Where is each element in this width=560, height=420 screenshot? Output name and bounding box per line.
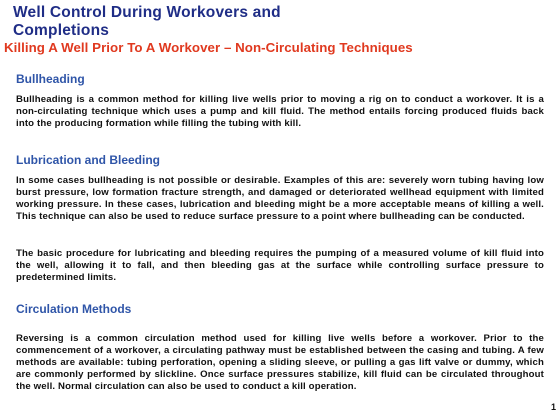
section-heading-bullheading: Bullheading [16, 72, 85, 86]
paragraph-lubrication-1: In some cases bullheading is not possible or desirable. Examples of this are: severely worn tubing having low burst pressure, low formation fracture strength, and damaged or deteriorated wellhead equipment with limited working pressure. In these cases, lubrication and bleeding might be a more acceptable means of killing a well. This technique can also be used to reduce surface pressure to a point where bullheading can be conducted. [16, 175, 544, 222]
section-heading-circulation: Circulation Methods [16, 302, 132, 316]
paragraph-circulation: Reversing is a common circulation method used for killing live wells before a workover. Prior to the commencement of a workover, a circulating pathway must be established between the casing and tubing. A few methods are available: tubing perforation, opening a sliding sleeve, or pulling a gas lift valve or dummy, which are commonly performed by slickline. Once surface pressures stabilize, kill fluid can be circulated throughout the well. Normal circulation can also be used to conduct a kill operation. [16, 333, 544, 392]
paragraph-lubrication-2: The basic procedure for lubricating and bleeding requires the pumping of a measured volume of kill fluid into the well, allowing it to fall, and then bleeding gas at the surface while controlling surface pressure to predetermined limits. [16, 248, 544, 283]
page-title: Well Control During Workovers and Completions [13, 4, 281, 39]
section-heading-lubrication: Lubrication and Bleeding [16, 153, 161, 167]
page-subtitle: Killing A Well Prior To A Workover – Non-Circulating Techniques [4, 40, 413, 55]
page-number: 1 [550, 402, 556, 412]
paragraph-bullheading: Bullheading is a common method for killing live wells prior to moving a rig on to conduct a workover. It is a non-circulating technique which uses a pump and kill fluid. The method entails forcing produced fluids back into the producing formation while filling the tubing with kill. [16, 94, 544, 129]
